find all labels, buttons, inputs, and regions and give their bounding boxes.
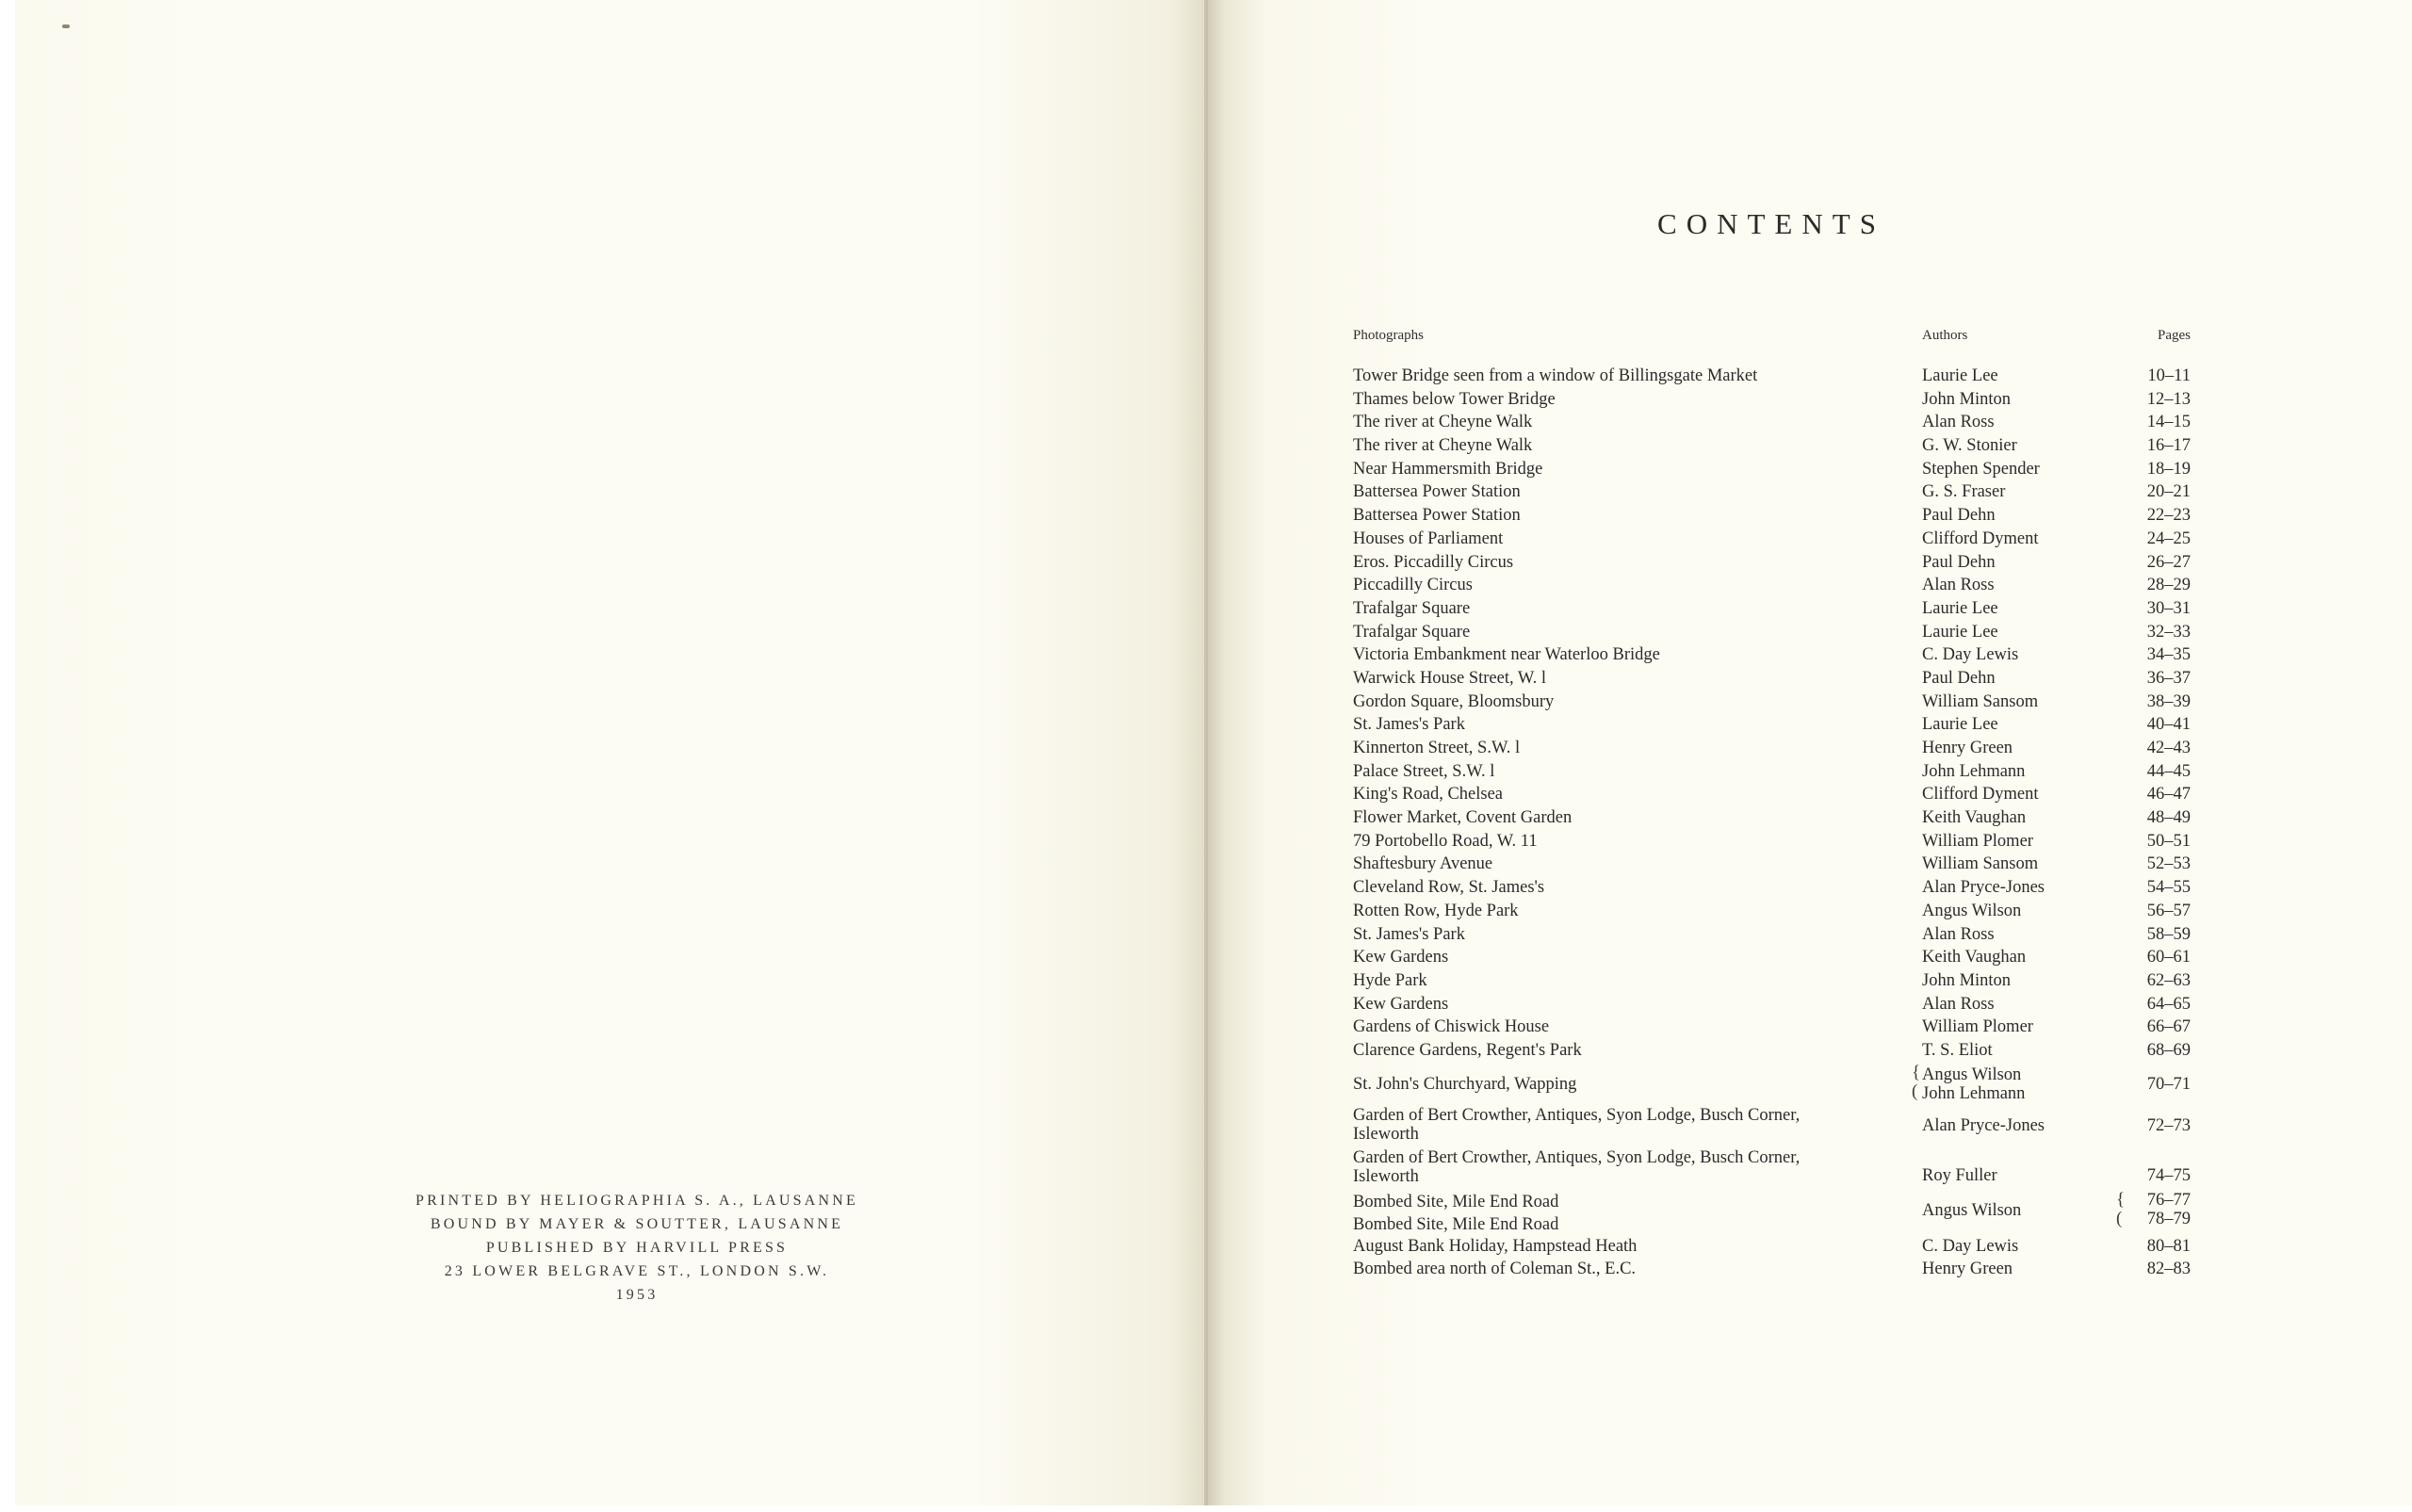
author-name-1: Angus Wilson	[1922, 1065, 2022, 1084]
contents-row-churchyard	[1353, 1064, 2201, 1105]
photo-title: Cleveland Row, St. James's	[1353, 878, 1545, 898]
imprint-address: 23 LOWER BELGRAVE ST., LONDON S.W.	[444, 1263, 830, 1279]
contents-row	[1353, 552, 2201, 576]
author-name: Angus Wilson	[1922, 1200, 2022, 1220]
author-name: Alan Ross	[1922, 924, 1995, 944]
contents-title: CONTENTS	[1657, 207, 1885, 240]
contents-row	[1353, 854, 2201, 877]
page-range: 26–27	[2146, 552, 2191, 572]
page-range: 62–63	[2146, 970, 2191, 990]
photo-title: Thames below Tower Bridge	[1353, 389, 1556, 409]
contents-row	[1353, 877, 2201, 901]
author-name: Alan Ross	[1922, 576, 1995, 595]
page-range: 30–31	[2146, 598, 2191, 618]
imprint-publisher: PUBLISHED BY HARVILL PRESS	[485, 1240, 789, 1256]
page-range: 46–47	[2146, 785, 2191, 805]
contents-row	[1353, 528, 2201, 552]
photo-title: Palace Street, S.W. l	[1353, 761, 1495, 781]
authors-column-header: Authors	[1922, 328, 1968, 343]
page-range: 52–53	[2146, 854, 2191, 874]
page-range: 56–57	[2146, 901, 2191, 920]
photo-title	[1353, 1106, 1909, 1144]
author-name: Clifford Dyment	[1922, 785, 2039, 805]
author-name: Alan Ross	[1922, 994, 1995, 1014]
contents-table	[1353, 366, 2201, 1282]
imprint-binder: BOUND BY MAYER & SOUTTER, LAUSANNE	[430, 1216, 844, 1232]
author-name: Clifford Dyment	[1922, 528, 2039, 548]
author-name: G. S. Fraser	[1922, 482, 2006, 502]
page-range: 36–37	[2146, 668, 2191, 688]
page-range-1: 76–77	[2146, 1190, 2191, 1210]
page-range: 10–11	[2147, 366, 2191, 385]
photo-title-line-1: Garden of Bert Crowther, Antiques, Syon Lodge, Busch Corner,	[1353, 1147, 1801, 1167]
author-name: John Minton	[1922, 389, 2012, 409]
contents-row-crowther-2	[1353, 1147, 2201, 1190]
page-range: 28–29	[2146, 576, 2191, 595]
contents-row	[1353, 807, 2201, 831]
photo-title: The river at Cheyne Walk	[1353, 413, 1533, 432]
author-name: Alan Pryce-Jones	[1922, 1115, 2045, 1135]
author-name: Paul Dehn	[1922, 506, 1996, 526]
page-range-2: 78–79	[2146, 1209, 2191, 1228]
photo-title: Tower Bridge seen from a window of Billingsgate Market	[1353, 366, 1758, 385]
contents-row	[1353, 714, 2201, 738]
photo-title: 79 Portobello Road, W. 11	[1353, 831, 1538, 851]
page-range: 70–71	[2146, 1074, 2191, 1094]
author-name: Keith Vaughan	[1922, 808, 2027, 828]
pages-brace: { (	[2116, 1189, 2126, 1228]
contents-final-rows	[1353, 1236, 2201, 1282]
contents-row	[1353, 761, 2201, 785]
imprint-year: 1953	[615, 1287, 659, 1303]
page-range: 82–83	[2146, 1260, 2191, 1279]
page-range: 48–49	[2146, 808, 2191, 828]
author-name: William Plomer	[1922, 1017, 2033, 1037]
page-range: 12–13	[2146, 389, 2191, 409]
contents-row	[1353, 622, 2201, 645]
photo-title: Kew Gardens	[1353, 948, 1449, 967]
page-range: 74–75	[2146, 1165, 2191, 1185]
photo-title: The river at Cheyne Walk	[1353, 436, 1533, 456]
photo-title: Victoria Embankment near Waterloo Bridge	[1353, 645, 1660, 665]
photo-title: Near Hammersmith Bridge	[1353, 459, 1543, 479]
contents-row	[1353, 598, 2201, 622]
contents-row	[1353, 994, 2201, 1017]
contents-row	[1353, 947, 2201, 970]
page-range: 64–65	[2146, 994, 2191, 1014]
photo-title: August Bank Holiday, Hampstead Heath	[1353, 1236, 1638, 1256]
page-range: 16–17	[2146, 436, 2191, 456]
author-name-2: John Lehmann	[1922, 1083, 2026, 1103]
page-range: 80–81	[2146, 1236, 2191, 1256]
photo-title: Flower Market, Covent Garden	[1353, 808, 1573, 828]
contents-rows	[1353, 366, 2201, 1064]
contents-row-crowther-1	[1353, 1105, 2201, 1147]
page-range: 20–21	[2146, 482, 2191, 502]
author-name: Alan Ross	[1922, 413, 1995, 432]
printer-imprint	[354, 1189, 920, 1307]
page-range: 34–35	[2146, 645, 2191, 665]
author-name: John Lehmann	[1922, 761, 2026, 781]
photographs-column-header: Photographs	[1353, 328, 1424, 343]
page-range: 72–73	[2146, 1115, 2191, 1135]
author-name: Roy Fuller	[1922, 1165, 1997, 1185]
author-name: Henry Green	[1922, 1260, 2013, 1279]
photo-title-line-2: Isleworth	[1353, 1124, 1419, 1144]
contents-row	[1353, 459, 2201, 482]
page-range: 58–59	[2146, 924, 2191, 944]
page-range: 42–43	[2146, 739, 2191, 757]
author-name: Angus Wilson	[1922, 901, 2022, 920]
page-range: 18–19	[2146, 459, 2191, 479]
contents-row	[1353, 691, 2201, 715]
author-name: C. Day Lewis	[1922, 645, 2019, 665]
contents-row	[1353, 435, 2201, 459]
photo-title: Rotten Row, Hyde Park	[1353, 901, 1519, 920]
photo-title: King's Road, Chelsea	[1353, 785, 1504, 805]
contents-row	[1353, 924, 2201, 948]
author-name: William Sansom	[1922, 691, 2039, 711]
contents-row	[1353, 389, 2201, 413]
author-name: Stephen Spender	[1922, 459, 2040, 479]
photo-title: Trafalgar Square	[1353, 622, 1471, 642]
author-name: T. S. Eliot	[1922, 1040, 1993, 1060]
page-range	[2129, 1191, 2191, 1228]
page-range: 50–51	[2146, 831, 2191, 851]
contents-row	[1353, 901, 2201, 924]
author-name: Keith Vaughan	[1922, 948, 2027, 967]
photo-title: St. James's Park	[1353, 924, 1465, 944]
contents-row	[1353, 1236, 2201, 1260]
contents-row-bombed-site	[1353, 1190, 2201, 1236]
photo-title: Battersea Power Station	[1353, 482, 1521, 502]
page-range: 44–45	[2146, 761, 2191, 781]
photo-title: Gardens of Chiswick House	[1353, 1017, 1550, 1037]
page-range: 66–67	[2146, 1017, 2191, 1037]
photo-title: Hyde Park	[1353, 970, 1427, 990]
author-name: William Sansom	[1922, 854, 2039, 874]
author-name: Paul Dehn	[1922, 552, 1996, 572]
page-range: 22–23	[2146, 506, 2191, 526]
photo-title	[1353, 1191, 1909, 1237]
photo-title-line-1: Bombed Site, Mile End Road	[1353, 1192, 1559, 1211]
pages-column-header: Pages	[2158, 328, 2191, 343]
author-name: Laurie Lee	[1922, 622, 1998, 642]
photo-title: Battersea Power Station	[1353, 506, 1521, 526]
contents-row	[1353, 738, 2201, 761]
author-name: Laurie Lee	[1922, 366, 1998, 385]
photo-title	[1353, 1148, 1909, 1186]
contents-row	[1353, 1259, 2201, 1282]
photo-title: Kinnerton Street, S.W. l	[1353, 739, 1521, 757]
contents-row	[1353, 668, 2201, 691]
author-name: John Minton	[1922, 970, 2012, 990]
page-range: 60–61	[2146, 948, 2191, 967]
author-name: Paul Dehn	[1922, 668, 1996, 688]
page-range: 38–39	[2146, 691, 2191, 711]
imprint-printer: PRINTED BY HELIOGRAPHIA S. A., LAUSANNE	[416, 1193, 858, 1209]
page-range: 32–33	[2146, 622, 2191, 642]
contents-row	[1353, 575, 2201, 598]
author-name: William Plomer	[1922, 831, 2033, 851]
photo-title-line-2: Isleworth	[1353, 1166, 1419, 1186]
author-name: Henry Green	[1922, 739, 2013, 757]
page-range: 40–41	[2146, 715, 2191, 735]
book-gutter	[1204, 0, 1208, 1505]
photo-title: Bombed area north of Coleman St., E.C.	[1353, 1260, 1637, 1279]
photo-title: Eros. Piccadilly Circus	[1353, 552, 1514, 572]
photo-title: Piccadilly Circus	[1353, 576, 1473, 595]
author-name: Alan Pryce-Jones	[1922, 878, 2045, 898]
contents-row	[1353, 505, 2201, 528]
left-page	[15, 0, 1206, 1505]
page-range: 24–25	[2146, 528, 2191, 548]
author-brace: { (	[1912, 1062, 1921, 1101]
contents-row	[1353, 412, 2201, 435]
photo-title-line-1: Garden of Bert Crowther, Antiques, Syon Lodge, Busch Corner,	[1353, 1105, 1801, 1125]
contents-row	[1353, 481, 2201, 505]
photo-title: Warwick House Street, W. l	[1353, 668, 1547, 688]
author-name: C. Day Lewis	[1922, 1236, 2019, 1256]
author-name: Laurie Lee	[1922, 715, 1998, 735]
page-speck	[62, 24, 70, 28]
author-name: G. W. Stonier	[1922, 436, 2017, 456]
photo-title-line-2: Bombed Site, Mile End Road	[1353, 1215, 1559, 1235]
photo-title: Kew Gardens	[1353, 994, 1449, 1014]
contents-row	[1353, 366, 2201, 389]
photo-title: Houses of Parliament	[1353, 528, 1504, 548]
photo-title: St. John's Churchyard, Wapping	[1353, 1074, 1577, 1094]
contents-row	[1353, 970, 2201, 994]
contents-row	[1353, 1040, 2201, 1064]
photo-title: St. James's Park	[1353, 715, 1465, 735]
photo-title: Clarence Gardens, Regent's Park	[1353, 1040, 1582, 1060]
photo-title: Shaftesbury Avenue	[1353, 854, 1493, 874]
contents-row	[1353, 644, 2201, 668]
photo-title: Trafalgar Square	[1353, 598, 1471, 618]
page-range: 14–15	[2146, 413, 2191, 432]
contents-row	[1353, 1016, 2201, 1040]
contents-row	[1353, 831, 2201, 854]
contents-row	[1353, 784, 2201, 807]
author-name	[1922, 1065, 2025, 1103]
author-name: Laurie Lee	[1922, 598, 1998, 618]
page-range: 54–55	[2146, 878, 2191, 898]
page-range: 68–69	[2146, 1040, 2191, 1060]
photo-title: Gordon Square, Bloomsbury	[1353, 691, 1555, 711]
